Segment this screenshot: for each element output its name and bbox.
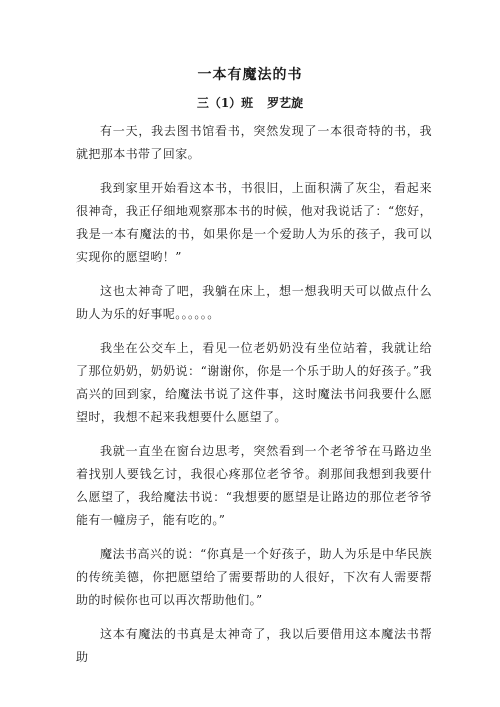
paragraph-1: 有一天，我去图书馆看书，突然发现了一本很奇特的书，我就把那本书带了回家。 [76,124,432,161]
essay-body [76,120,432,680]
paragraph-5: 我就一直坐在窗台边思考，突然看到一个老爷爷在马路边坐着找别人要钱乞讨，我很心疼那位老爷爷。刹那间我想到我要什么愿望了，我给魔法书说：“我想要的愿望是让路边的那位老爷爷能有一幢房子，能有吃的。” [76,444,432,527]
paragraph-4: 我坐在公交车上，看见一位老奶奶没有坐位站着，我就让给了那位奶奶，奶奶说：“谢谢你，你是一个乐于助人的好孩子。”我高兴的回到家，给魔法书说了这件事，这时魔法书问我要什么愿望时，我想不起来我想要什么愿望了。 [76,341,432,424]
author-byline [0,94,500,111]
paragraph-6: 魔法书高兴的说：“你真是一个好孩子，助人为乐是中华民族的传统美德，你把愿望给了需要帮助的人很好，下次有人需要帮助的时候你也可以再次帮助他们。” [76,547,432,607]
paragraph-2: 我到家里开始看这本书，书很旧，上面积满了灰尘，看起来很神奇，我正仔细地观察那本书的时候，他对我说话了：“您好，我是一本有魔法的书，如果你是一个爱助人为乐的孩子，我可以实现你的愿望哟！” [76,181,432,264]
paragraph-3: 这也太神奇了吧，我躺在床上，想一想我明天可以做点什么助人为乐的好事呢。。。。。。 [76,284,432,321]
document-title: 一本有魔法的书 [197,67,303,83]
paragraph-7: 这本有魔法的书真是太神奇了，我以后要借用这本魔法书帮助 [76,627,432,664]
author-class: 三（1）班 [196,96,254,110]
author-name: 罗艺旋 [267,96,304,110]
